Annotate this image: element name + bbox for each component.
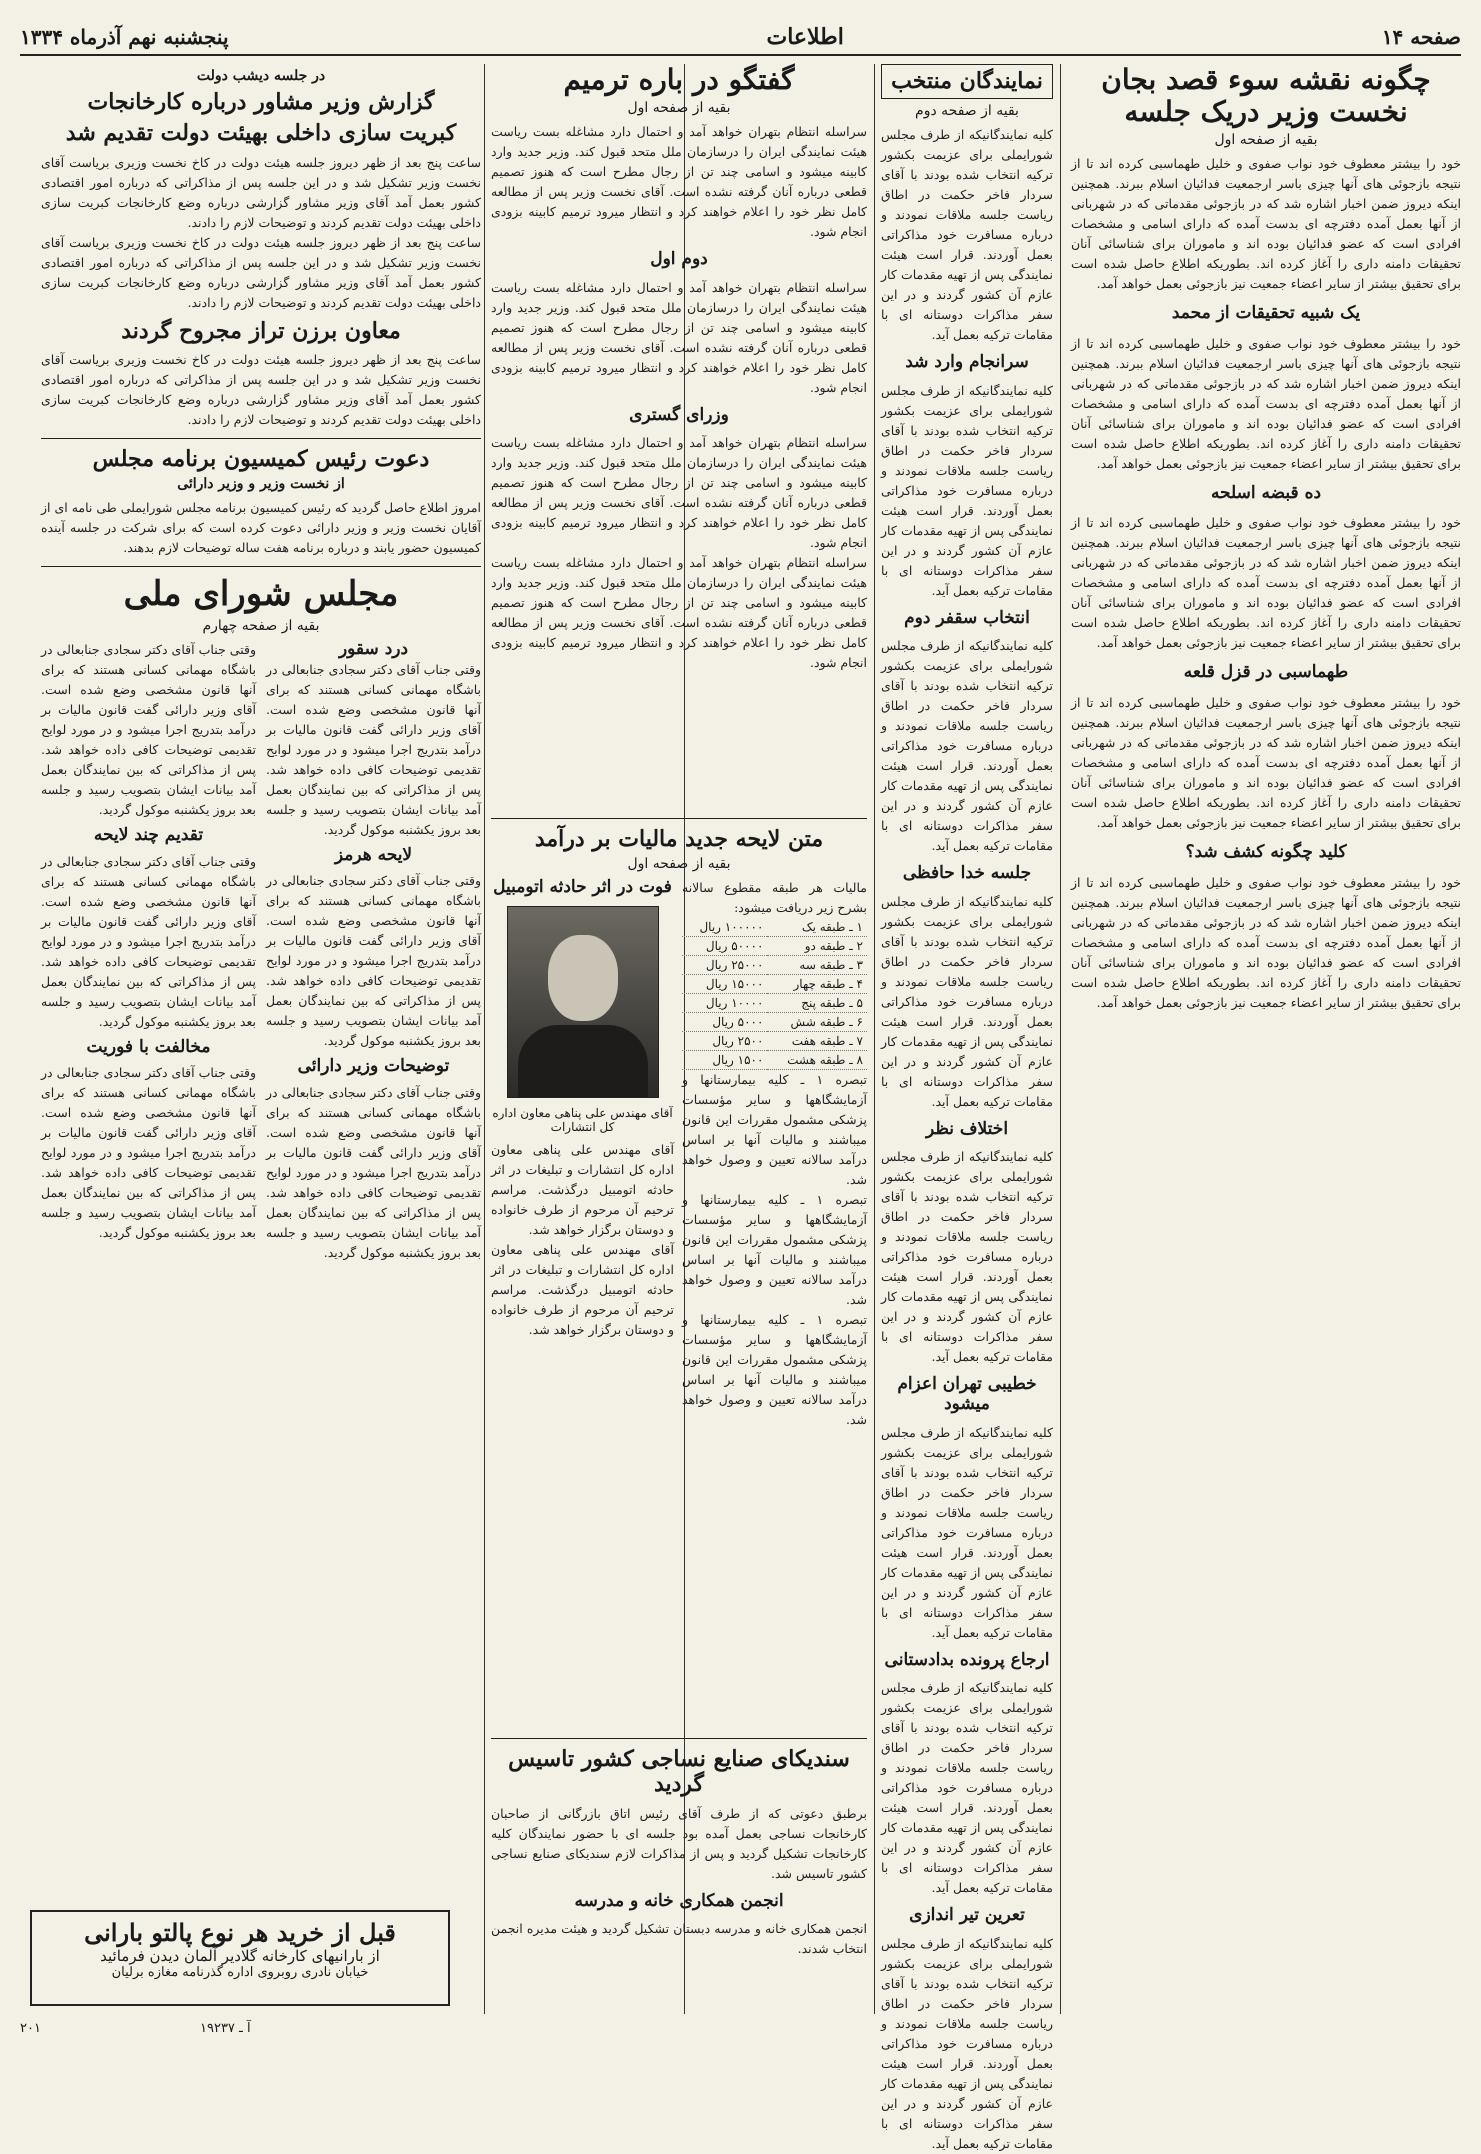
article-school-text: انجمن همکاری خانه و مدرسه دبستان تشکیل گردید و هیئت مدیره انجمن انتخاب شدند. (491, 1921, 867, 1957)
article-majlis-sub-3: توضیحات وزیر دارائی (297, 1056, 450, 1077)
tax-amount: ۱۰۰۰۰ ریال (682, 994, 767, 1013)
article-gov-text: ساعت پنج بعد از ظهر دیروز جلسه هیئت دولت در کاخ نخست وزیری بریاست آقای نخست وزیر تشکیل شد و در این جلسه پس از مذاکراتی که درباره امور اقتصادی کشور بعمل آمد آقای وزیر مشاور گزارشی درباره وضع کارخانجات کبریت سازی داخلی بهیئت دولت تقدیم کردند و توضیحات لازم را دادند. (41, 154, 481, 230)
article-reps-text: کلیه نمایندگانیکه از طرف مجلس شورایملی برای عزیمت بکشور ترکیه انتخاب شده بودند با آقای سردار فاخر حکمت در اطاق ریاست جلسه ملاقات نمودند و درباره مسافرت خود مذاکراتی بعمل آوردند. قرار است هیئت نمایندگی پس از تهیه مقدمات کار عازم آن کشور گردند و در این سفر مذاکرات دوستانه ای با مقامات ترکیه بعمل آید. (881, 1424, 1053, 1640)
tax-class: ۴ ـ طبقه چهار (767, 975, 867, 994)
article-tax-text: تبصره ۱ ـ کلیه بیمارستانها و آزمایشگاهها و سایر مؤسسات پزشکی مشمول مقررات این قانون میباشند و مالیات آنها بر اساس درآمد سالانه تعیین و وصول خواهد شد. (682, 1192, 867, 1308)
tax-class: ۸ ـ طبقه هشت (767, 1051, 867, 1070)
article-commission-headline: دعوت رئیس کمیسیون برنامه مجلس (92, 445, 430, 472)
article-reps-sub-4: اختلاف نظر (925, 1118, 1009, 1139)
tax-class: ۱ ـ طبقه یک (767, 918, 867, 937)
article-talk-continued: بقیه از صفحه اول (627, 100, 731, 117)
article-reps (881, 64, 1053, 2151)
article-majlis-text: وقتی جناب آقای دکتر سجادی جنابعالی در باشگاه مهمانی کسانی هستند که برای آنها قانون مشخصی وضع شده است. آقای وزیر دارائی گفت قانون مالیات بر درآمد بتدریج اجرا میشود و در مورد لوایح تقدیمی توضیحات کافی داده خواهد شد. پس از مذاکراتی که بین نمایندگان بعمل آمد بیانات ایشان بتصویب رسید و جلسه بعد بروز یکشنبه موکول گردید. (266, 873, 481, 1049)
article-reps-text: کلیه نمایندگانیکه از طرف مجلس شورایملی برای عزیمت بکشور ترکیه انتخاب شده بودند با آقای سردار فاخر حکمت در اطاق ریاست جلسه ملاقات نمودند و درباره مسافرت خود مذاکراتی بعمل آوردند. قرار است هیئت نمایندگی پس از تهیه مقدمات کار عازم آن کشور گردند و در این سفر مذاکرات دوستانه ای با مقامات ترکیه بعمل آید. (881, 893, 1053, 1109)
article-talk-sub-1: دوم اول (650, 249, 708, 270)
tax-amount: ۵۰۰۰۰ ریال (682, 937, 767, 956)
article-reps-sub-1: سرانجام وارد شد (905, 352, 1029, 373)
article-reps-sub-7: تعرین تیر اندازی (909, 1905, 1025, 1926)
tax-amount: ۲۵۰۰ ریال (682, 1032, 767, 1051)
article-reps-text: کلیه نمایندگانیکه از طرف مجلس شورایملی برای عزیمت بکشور ترکیه انتخاب شده بودند با آقای سردار فاخر حکمت در اطاق ریاست جلسه ملاقات نمودند و درباره مسافرت خود مذاکراتی بعمل آوردند. قرار است هیئت نمایندگی پس از تهیه مقدمات کار عازم آن کشور گردند و در این سفر مذاکرات دوستانه ای با مقامات ترکیه بعمل آید. (881, 1680, 1053, 1896)
article-main-text: خود را بیشتر معطوف خود نواب صفوی و خلیل طهماسبی کرده اند تا از نتیجه بازجوئی های آنها چیزی باسر ارجمعیت فدائیان اسلام ببرند. همچنین اینکه دیروز ضمن اخبار اشاره شد که در بازجوئی مقدماتی که در شهربانی از آنها بعمل آمده دفترچه ای بدست آمده که دارای اسامی و مشخصات افرادی است که عضو فدائیان بوده اند و ماموران برای شناسائی آنان تحقیقات دامنه داری را آغاز کرده اند. بطوریکه اطلاع حاصل شده است برای تحقیق بیشتر از سایر اعضاء جمعیت نیز بازجوئی بعمل خواهد آمد. (1071, 515, 1461, 651)
article-gov-kicker: در جلسه دیشب دولت (196, 68, 326, 84)
article-majlis-text: وقتی جناب آقای دکتر سجادی جنابعالی در باشگاه مهمانی کسانی هستند که برای آنها قانون مشخصی وضع شده است. آقای وزیر دارائی گفت قانون مالیات بر درآمد بتدریج اجرا میشود و در مورد لوایح تقدیمی توضیحات کافی داده خواهد شد. پس از مذاکراتی که بین نمایندگان بعمل آمد بیانات ایشان بتصویب رسید و جلسه بعد بروز یکشنبه موکول گردید. (266, 1084, 481, 1260)
article-majlis-text: وقتی جناب آقای دکتر سجادی جنابعالی در باشگاه مهمانی کسانی هستند که برای آنها قانون مشخصی وضع شده است. آقای وزیر دارائی گفت قانون مالیات بر درآمد بتدریج اجرا میشود و در مورد لوایح تقدیمی توضیحات کافی داده خواهد شد. پس از مذاکراتی که بین نمایندگان بعمل آمد بیانات ایشان بتصویب رسید و جلسه بعد بروز یکشنبه موکول گردید. (266, 661, 481, 837)
article-obit-text: آقای مهندس علی پناهی معاون اداره کل انتشارات و تبلیغات در اثر حادثه اتومبیل درگذشت. مراسم ترحیم آن مرحوم از طرف خانواده و دوستان برگزار خواهد شد. (491, 1141, 674, 1237)
article-textile-text: برطبق دعوتی که از طرف آقای رئیس اتاق بازرگانی از صاحبان کارخانجات نساجی بعمل آمده بود جلسه ای با حضور نمایندگان کلیه کارخانجات تشکیل گردید و پس از مذاکرات لازم سندیکای صنایع نساجی کشور تاسیس شد. (491, 1805, 867, 1881)
article-main-sub-2: ده قبضه اسلحه (1210, 482, 1322, 503)
article-gov-text: ساعت پنج بعد از ظهر دیروز جلسه هیئت دولت در کاخ نخست وزیری بریاست آقای نخست وزیر تشکیل شد و در این جلسه پس از مذاکراتی که درباره امور اقتصادی کشور بعمل آمد آقای وزیر مشاور گزارشی درباره وضع کارخانجات کبریت سازی داخلی بهیئت دولت تقدیم کردند و توضیحات لازم را دادند. (41, 234, 481, 310)
article-reps-headline: نمایندگان منتخب (881, 64, 1053, 99)
article-reps-text: کلیه نمایندگانیکه از طرف مجلس شورایملی برای عزیمت بکشور ترکیه انتخاب شده بودند با آقای سردار فاخر حکمت در اطاق ریاست جلسه ملاقات نمودند و درباره مسافرت خود مذاکراتی بعمل آوردند. قرار است هیئت نمایندگی پس از تهیه مقدمات کار عازم آن کشور گردند و در این سفر مذاکرات دوستانه ای با مقامات ترکیه بعمل آید. (881, 382, 1053, 598)
article-majlis-sub-5: مخالفت با فوریت (86, 1036, 211, 1057)
page-number: صفحه ۱۴ (1381, 25, 1461, 49)
article-talk-text: سراسله انتظام بتهران خواهد آمد و احتمال دارد مشاغله بست ریاست هیئت نمایندگی ایران را درسازمان ملل متحد قبول کند. وزیر جدید وارد کابینه میشود و اسامی چند تن از رجال مطرح است که هنوز تصمیم قطعی درباره آنان گرفته نشده است. آقای نخست وزیر پس از مطالعه کامل نظر خود را اعلام خواهند کرد و انتظار میرود ترمیم کابینه بزودی انجام شود. (491, 124, 867, 240)
article-reps-sub-6: ارجاع پرونده بدادستانی (884, 1649, 1050, 1670)
column-rule (874, 64, 875, 2014)
tax-class: ۲ ـ طبقه دو (767, 937, 867, 956)
article-textile-headline: سندیکای صنایع نساجی کشور تاسیس گردید (508, 1746, 850, 1798)
article-majlis-text: وقتی جناب آقای دکتر سجادی جنابعالی در باشگاه مهمانی کسانی هستند که برای آنها قانون مشخصی وضع شده است. آقای وزیر دارائی گفت قانون مالیات بر درآمد بتدریج اجرا میشود و در مورد لوایح تقدیمی توضیحات کافی داده خواهد شد. پس از مذاکراتی که بین نمایندگان بعمل آمد بیانات ایشان بتصویب رسید و جلسه بعد بروز یکشنبه موکول گردید. (41, 642, 256, 818)
tax-table (682, 918, 867, 1070)
article-majlis-headline: مجلس شورای ملی (123, 574, 399, 615)
article-main-text: خود را بیشتر معطوف خود نواب صفوی و خلیل طهماسبی کرده اند تا از نتیجه بازجوئی های آنها چیزی باسر ارجمعیت فدائیان اسلام ببرند. همچنین اینکه دیروز ضمن اخبار اشاره شد که در بازجوئی مقدماتی که در شهربانی از آنها بعمل آمده دفترچه ای بدست آمده که دارای اسامی و مشخصات افرادی است که عضو فدائیان بوده اند و ماموران برای شناسائی آنان تحقیقات دامنه داری را آغاز کرده اند. بطوریکه اطلاع حاصل شده است برای تحقیق بیشتر از سایر اعضاء جمعیت نیز بازجوئی بعمل خواهد آمد. (1071, 874, 1461, 1010)
ad-line-3: خیابان نادری روبروی اداره گذرنامه مغازه برلیان (111, 1965, 369, 1980)
portrait-caption: آقای مهندس علی پناهی معاون اداره کل انتشارات (492, 1105, 673, 1134)
article-main-sub-4: کلید چگونه کشف شد؟ (1185, 842, 1347, 863)
article-majlis-sub-2: لایحه هرمز (334, 844, 413, 865)
tax-class: ۶ ـ طبقه شش (767, 1013, 867, 1032)
article-talk-headline: گفتگو در باره ترمیم (563, 63, 795, 96)
tax-amount: ۱۰۰۰۰۰ ریال (682, 918, 767, 937)
article-tax (491, 810, 867, 1730)
ad-line-1: قبل از خرید هر نوع پالتو بارانی (84, 1918, 396, 1947)
article-reps-text: کلیه نمایندگانیکه از طرف مجلس شورایملی برای عزیمت بکشور ترکیه انتخاب شده بودند با آقای سردار فاخر حکمت در اطاق ریاست جلسه ملاقات نمودند و درباره مسافرت خود مذاکراتی بعمل آوردند. قرار است هیئت نمایندگی پس از تهیه مقدمات کار عازم آن کشور گردند و در این سفر مذاکرات دوستانه ای با مقامات ترکیه بعمل آید. (881, 127, 1053, 343)
paper-title: اطلاعات (766, 24, 844, 50)
article-tax-text: تبصره ۱ ـ کلیه بیمارستانها و آزمایشگاهها و سایر مؤسسات پزشکی مشمول مقررات این قانون میباشند و مالیات آنها بر اساس درآمد سالانه تعیین و وصول خواهد شد. (682, 1312, 867, 1428)
article-gov (41, 64, 481, 1904)
tax-class: ۳ ـ طبقه سه (767, 956, 867, 975)
article-main-continued: بقیه از صفحه اول (1214, 132, 1318, 149)
article-talk (491, 64, 867, 804)
article-main-text: خود را بیشتر معطوف خود نواب صفوی و خلیل طهماسبی کرده اند تا از نتیجه بازجوئی های آنها چیزی باسر ارجمعیت فدائیان اسلام ببرند. همچنین اینکه دیروز ضمن اخبار اشاره شد که در بازجوئی مقدماتی که در شهربانی از آنها بعمل آمده دفترچه ای بدست آمده که دارای اسامی و مشخصات افرادی است که عضو فدائیان بوده اند و ماموران برای شناسائی آنان تحقیقات دامنه داری را آغاز کرده اند. بطوریکه اطلاع حاصل شده است برای تحقیق بیشتر از سایر اعضاء جمعیت نیز بازجوئی بعمل خواهد آمد. (1071, 335, 1461, 471)
issue-date: پنجشنبه نهم آذرماه ۱۳۳۴ (20, 25, 229, 49)
article-commission-text: امروز اطلاع حاصل گردید که رئیس کمیسیون برنامه مجلس شورایملی طی نامه ای از آقایان نخست وزیر و وزیر دارائی دعوت کرده است که برای شرکت در جلسه آینده کمیسیون حضور یابند و درباره برنامه هفت ساله توضیحات لازم بدهند. (40, 500, 481, 556)
article-gov-headline-2: کبریت سازی داخلی بهیئت دولت تقدیم شد (65, 120, 457, 147)
tax-class: ۵ ـ طبقه پنج (767, 994, 867, 1013)
column-rule (484, 64, 485, 2014)
ad-line-2: از بارانیهای کارخانه گلادیر آلمان دیدن فرمائید (100, 1947, 380, 1965)
article-talk-text: سراسله انتظام بتهران خواهد آمد و احتمال دارد مشاغله بست ریاست هیئت نمایندگی ایران را درسازمان ملل متحد قبول کند. وزیر جدید وارد کابینه میشود و اسامی چند تن از رجال مطرح است که هنوز تصمیم قطعی درباره آنان گرفته نشده است. آقای نخست وزیر پس از مطالعه کامل نظر خود را اعلام خواهند کرد و انتظار میرود ترمیم کابینه بزودی انجام شود. (491, 555, 867, 671)
tax-row (682, 1013, 867, 1032)
tax-amount: ۱۵۰۰۰ ریال (682, 975, 767, 994)
article-tax-headline: متن لایحه جدید مالیات بر درآمد (534, 826, 824, 852)
article-reps-text: کلیه نمایندگانیکه از طرف مجلس شورایملی برای عزیمت بکشور ترکیه انتخاب شده بودند با آقای سردار فاخر حکمت در اطاق ریاست جلسه ملاقات نمودند و درباره مسافرت خود مذاکراتی بعمل آوردند. قرار است هیئت نمایندگی پس از تهیه مقدمات کار عازم آن کشور گردند و در این سفر مذاکرات دوستانه ای با مقامات ترکیه بعمل آید. (881, 1935, 1053, 2151)
article-school-headline: انجمن همکاری خانه و مدرسه (574, 1890, 784, 1911)
article-majlis-sub-1: درد سقور (338, 639, 409, 660)
article-reps-text: کلیه نمایندگانیکه از طرف مجلس شورایملی برای عزیمت بکشور ترکیه انتخاب شده بودند با آقای سردار فاخر حکمت در اطاق ریاست جلسه ملاقات نمودند و درباره مسافرت خود مذاکراتی بعمل آوردند. قرار است هیئت نمایندگی پس از تهیه مقدمات کار عازم آن کشور گردند و در این سفر مذاکرات دوستانه ای با مقامات ترکیه بعمل آید. (881, 1149, 1053, 1365)
article-textile (491, 1730, 867, 2020)
article-majlis-sub-4: تقدیم چند لایحه (93, 825, 204, 846)
tax-row (682, 937, 867, 956)
tax-row (682, 956, 867, 975)
tax-amount: ۵۰۰۰ ریال (682, 1013, 767, 1032)
article-commission-sub: از نخست وزیر و وزیر دارائی (177, 476, 345, 493)
article-main-sub-1: یک شبیه تحقیقات از محمد (1171, 303, 1361, 324)
article-majlis-text: وقتی جناب آقای دکتر سجادی جنابعالی در باشگاه مهمانی کسانی هستند که برای آنها قانون مشخصی وضع شده است. آقای وزیر دارائی گفت قانون مالیات بر درآمد بتدریج اجرا میشود و در مورد لوایح تقدیمی توضیحات کافی داده خواهد شد. پس از مذاکراتی که بین نمایندگان بعمل آمد بیانات ایشان بتصویب رسید و جلسه بعد بروز یکشنبه موکول گردید. (41, 853, 256, 1029)
article-gov-headline-3: معاون برزن تراز مجروح گردند (121, 317, 401, 344)
article-main-text: خود را بیشتر معطوف خود نواب صفوی و خلیل طهماسبی کرده اند تا از نتیجه بازجوئی های آنها چیزی باسر ارجمعیت فدائیان اسلام ببرند. همچنین اینکه دیروز ضمن اخبار اشاره شد که در بازجوئی مقدماتی که در شهربانی از آنها بعمل آمده دفترچه ای بدست آمده که دارای اسامی و مشخصات افرادی است که عضو فدائیان بوده اند و ماموران برای شناسائی آنان تحقیقات دامنه داری را آغاز کرده اند. بطوریکه اطلاع حاصل شده است برای تحقیق بیشتر از سایر اعضاء جمعیت نیز بازجوئی بعمل خواهد آمد. (1071, 695, 1461, 831)
article-main-sub-3: طهماسبی در قزل قلعه (1183, 662, 1349, 683)
article-talk-text: سراسله انتظام بتهران خواهد آمد و احتمال دارد مشاغله بست ریاست هیئت نمایندگی ایران را درسازمان ملل متحد قبول کند. وزیر جدید وارد کابینه میشود و اسامی چند تن از رجال مطرح است که هنوز تصمیم قطعی درباره آنان گرفته نشده است. آقای نخست وزیر پس از مطالعه کامل نظر خود را اعلام خواهند کرد و انتظار میرود ترمیم کابینه بزودی انجام شود. (491, 435, 867, 551)
newspaper-page (20, 20, 1461, 2151)
column-rule (1060, 64, 1061, 2014)
footer-code: ۲۰۱ (20, 2021, 41, 2036)
tax-amount: ۱۵۰۰ ریال (682, 1051, 767, 1070)
article-tax-text: تبصره ۱ ـ کلیه بیمارستانها و آزمایشگاهها و سایر مؤسسات پزشکی مشمول مقررات این قانون میباشند و مالیات آنها بر اساس درآمد سالانه تعیین و وصول خواهد شد. (682, 1072, 867, 1188)
article-reps-sub-3: جلسه خدا حافظی (902, 863, 1032, 884)
article-majlis-text: وقتی جناب آقای دکتر سجادی جنابعالی در باشگاه مهمانی کسانی هستند که برای آنها قانون مشخصی وضع شده است. آقای وزیر دارائی گفت قانون مالیات بر درآمد بتدریج اجرا میشود و در مورد لوایح تقدیمی توضیحات کافی داده خواهد شد. پس از مذاکراتی که بین نمایندگان بعمل آمد بیانات ایشان بتصویب رسید و جلسه بعد بروز یکشنبه موکول گردید. (41, 1065, 256, 1241)
article-tax-continued: بقیه از صفحه اول (627, 856, 731, 873)
tax-row (682, 1051, 867, 1070)
tax-row (682, 918, 867, 937)
article-main-text: خود را بیشتر معطوف خود نواب صفوی و خلیل طهماسبی کرده اند تا از نتیجه بازجوئی های آنها چیزی باسر ارجمعیت فدائیان اسلام ببرند. همچنین اینکه دیروز ضمن اخبار اشاره شد که در بازجوئی مقدماتی که در شهربانی از آنها بعمل آمده دفترچه ای بدست آمده که دارای اسامی و مشخصات افرادی است که عضو فدائیان بوده اند و ماموران برای شناسائی آنان تحقیقات دامنه داری را آغاز کرده اند. بطوریکه اطلاع حاصل شده است برای تحقیق بیشتر از سایر اعضاء جمعیت نیز بازجوئی بعمل خواهد آمد. (1071, 156, 1461, 292)
tax-class: ۷ ـ طبقه هفت (767, 1032, 867, 1051)
masthead (20, 20, 1461, 56)
tax-amount: ۲۵۰۰۰ ریال (682, 956, 767, 975)
article-gov-headline: گزارش وزیر مشاور درباره کارخانجات (87, 89, 435, 115)
article-obit-headline: فوت در اثر حادثه اتومبیل (493, 877, 672, 898)
article-talk-sub-2: وزرای گستری (629, 404, 729, 425)
article-reps-text: کلیه نمایندگانیکه از طرف مجلس شورایملی برای عزیمت بکشور ترکیه انتخاب شده بودند با آقای سردار فاخر حکمت در اطاق ریاست جلسه ملاقات نمودند و درباره مسافرت خود مذاکراتی بعمل آوردند. قرار است هیئت نمایندگی پس از تهیه مقدمات کار عازم آن کشور گردند و در این سفر مذاکرات دوستانه ای با مقامات ترکیه بعمل آید. (881, 638, 1053, 854)
article-reps-continued: بقیه از صفحه دوم (915, 103, 1019, 120)
article-talk-text: سراسله انتظام بتهران خواهد آمد و احتمال دارد مشاغله بست ریاست هیئت نمایندگی ایران را درسازمان ملل متحد قبول کند. وزیر جدید وارد کابینه میشود و اسامی چند تن از رجال مطرح است که هنوز تصمیم قطعی درباره آنان گرفته نشده است. آقای نخست وزیر پس از مطالعه کامل نظر خود را اعلام خواهند کرد و انتظار میرود ترمیم کابینه بزودی انجام شود. (491, 279, 867, 395)
article-tax-intro: مالیات هر طبقه مقطوع سالانه بشرح زیر دریافت میشود: (682, 880, 867, 916)
portrait-photo (507, 906, 659, 1098)
article-main (1071, 64, 1461, 2014)
article-majlis-continued: بقیه از صفحه چهارم (202, 618, 320, 635)
advertisement-box (30, 1910, 450, 2006)
article-gov-text: ساعت پنج بعد از ظهر دیروز جلسه هیئت دولت در کاخ نخست وزیری بریاست آقای نخست وزیر تشکیل شد و در این جلسه پس از مذاکراتی که درباره امور اقتصادی کشور بعمل آمد آقای وزیر مشاور گزارشی درباره وضع کارخانجات کبریت سازی داخلی بهیئت دولت تقدیم کردند و توضیحات لازم را دادند. (41, 351, 481, 427)
article-obit-text: آقای مهندس علی پناهی معاون اداره کل انتشارات و تبلیغات در اثر حادثه اتومبیل درگذشت. مراسم ترحیم آن مرحوم از طرف خانواده و دوستان برگزار خواهد شد. (491, 1241, 674, 1337)
footer-number: آ ـ ۱۹۲۳۷ (200, 2021, 251, 2036)
article-main-headline: چگونه نقشه سوء قصد بجان نخست وزیر دریک جلسه (1101, 63, 1431, 129)
article-reps-sub-2: انتخاب سقفر دوم (904, 607, 1030, 628)
tax-row (682, 1032, 867, 1051)
tax-row (682, 994, 867, 1013)
tax-row (682, 975, 867, 994)
article-reps-sub-5: خطیبی تهران اعزام میشود (897, 1374, 1037, 1415)
